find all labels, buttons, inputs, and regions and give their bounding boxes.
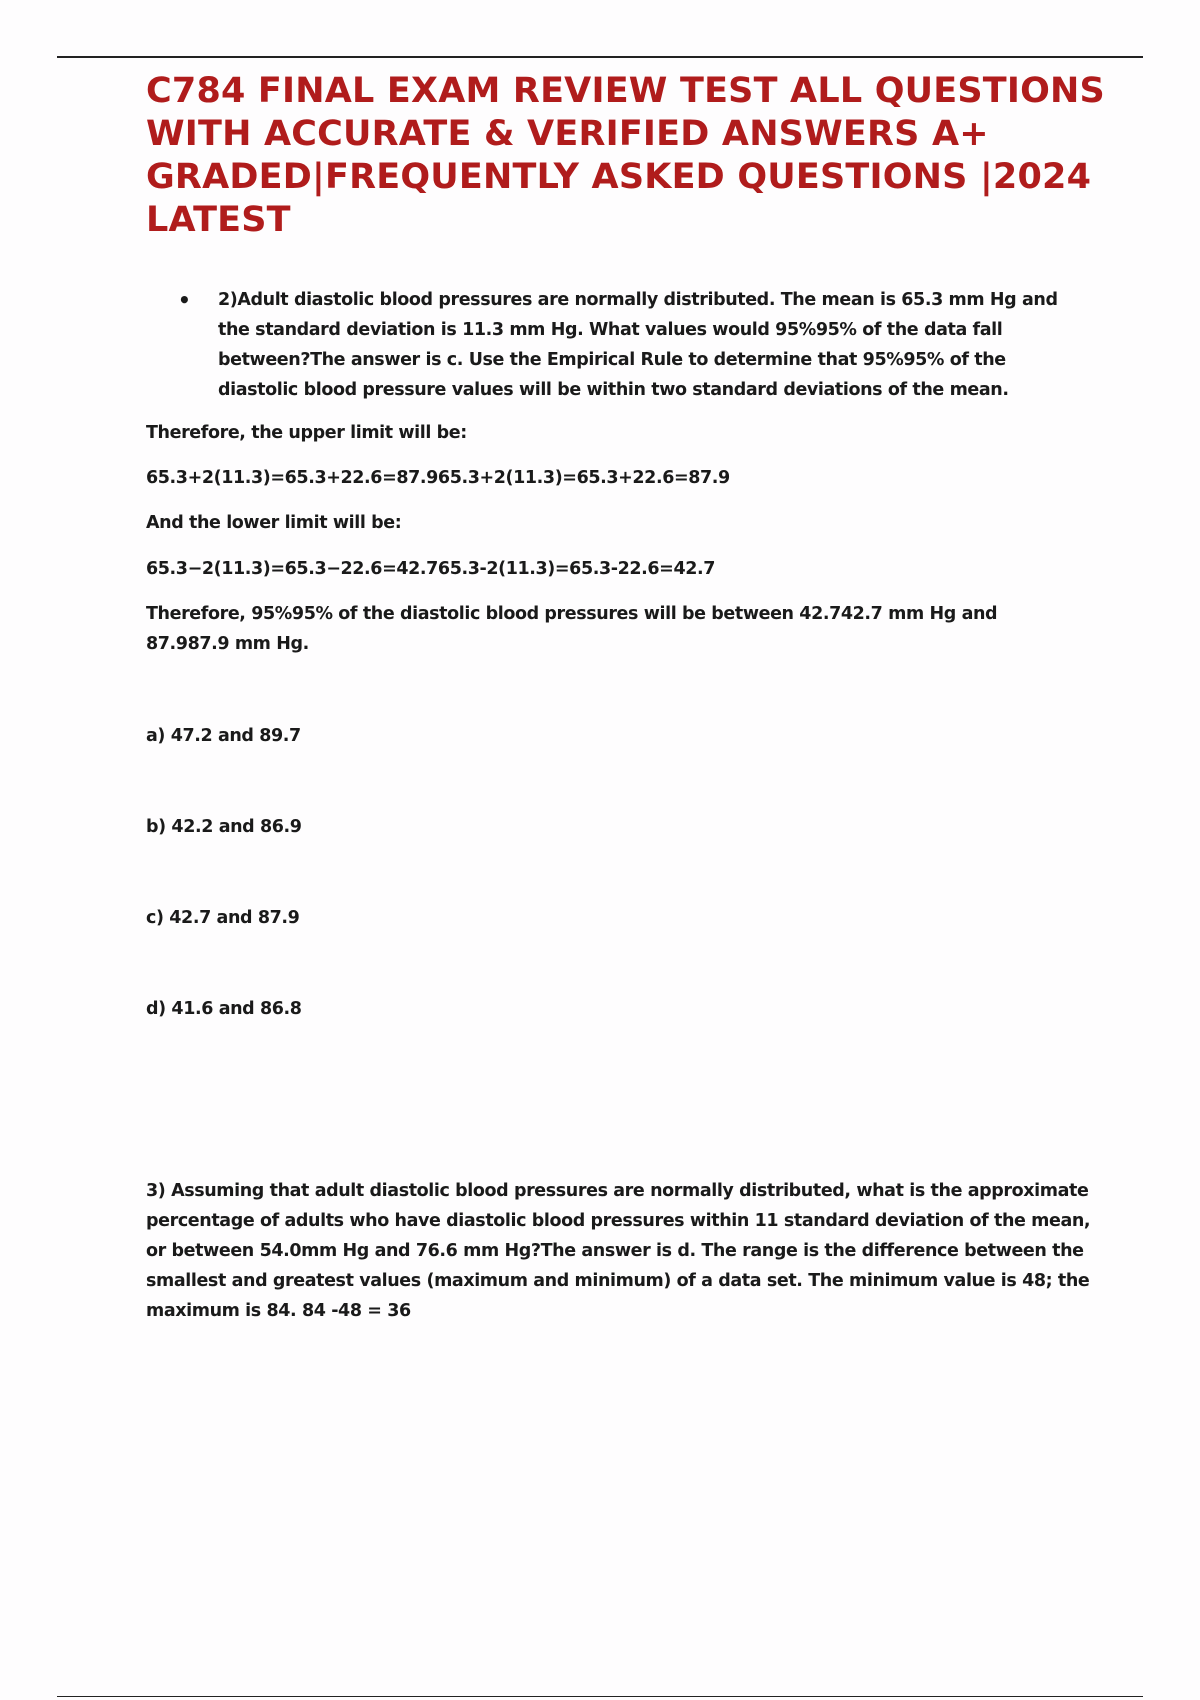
bullet-icon: •: [178, 288, 191, 312]
upper-limit-label: Therefore, the upper limit will be:: [146, 423, 467, 443]
option-c: c) 42.7 and 87.9: [146, 908, 300, 928]
option-d: d) 41.6 and 86.8: [146, 999, 302, 1019]
question-3-text: 3) Assuming that adult diastolic blood pressures are normally distributed, what is the approximate percentage of adults who have diastolic blood pressures within 11 standard deviation of the mean, or between 54.0mm Hg and 76.6 mm Hg?The answer is d. The range is the difference between the smallest and greatest values (maximum and minimum) of a data set. The minimum value is 48; the maximum is 84. 84 -48 = 36: [146, 1181, 1091, 1321]
question-2-text: 2)Adult diastolic blood pressures are normally distributed. The mean is 65.3 mm Hg and the standard deviation is 11.3 mm Hg. What values would 95%95% of the data fall between?The answer is c. Use the Empirical Rule to determine that 95%95% of the diastolic blood pressure values will be within two standard deviations of the mean.: [218, 290, 1058, 400]
upper-limit-calc: 65.3+2(11.3)=65.3+22.6=87.965.3+2(11.3)=65.3+22.6=87.9: [146, 468, 730, 488]
conclusion: Therefore, 95%95% of the diastolic blood pressures will be between 42.742.7 mm Hg and 87.987.9 mm Hg.: [146, 604, 998, 654]
document-title: C784 FINAL EXAM REVIEW TEST ALL QUESTIONS WITH ACCURATE & VERIFIED ANSWERS A+ GRADED|FREQUENTLY ASKED QUESTIONS |2024 LATEST: [146, 71, 1105, 240]
lower-limit-calc: 65.3−2(11.3)=65.3−22.6=42.765.3-2(11.3)=65.3-22.6=42.7: [146, 559, 716, 579]
option-b: b) 42.2 and 86.9: [146, 817, 302, 837]
top-rule: [57, 56, 1143, 58]
question-2: [180, 285, 1090, 405]
bottom-rule: [57, 1696, 1143, 1697]
lower-limit-label: And the lower limit will be:: [146, 513, 402, 533]
option-a: a) 47.2 and 89.7: [146, 726, 301, 746]
